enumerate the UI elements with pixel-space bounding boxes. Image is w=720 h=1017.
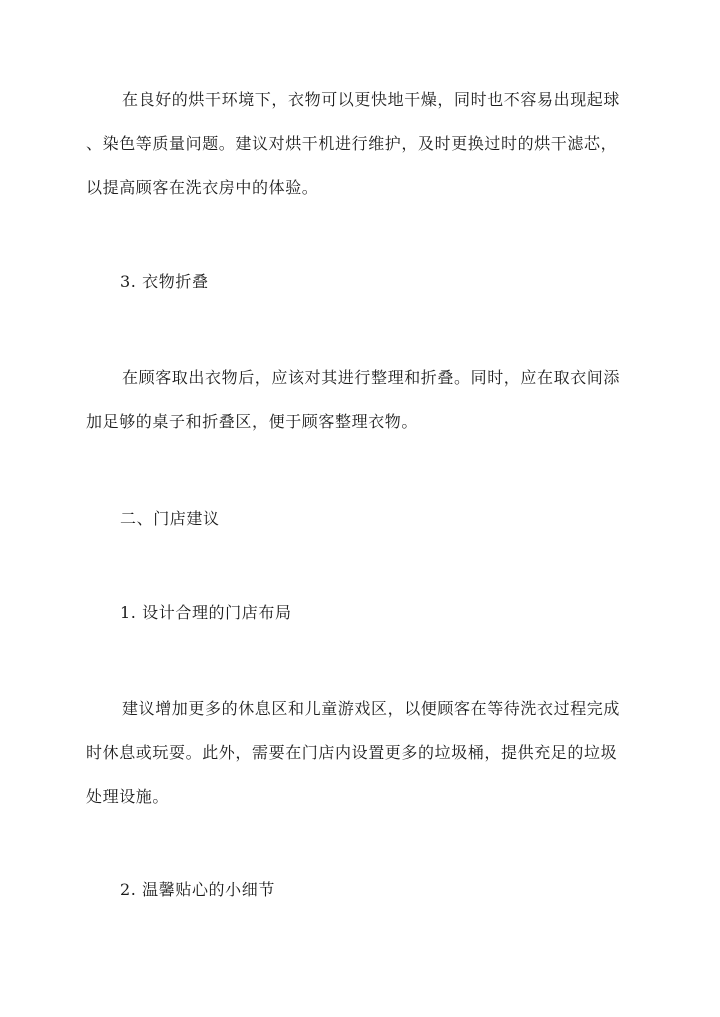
paragraph-line: 时休息或玩耍。此外，需要在门店内设置更多的垃圾桶，提供充足的垃圾 <box>86 743 618 762</box>
paragraph-folding <box>86 356 638 444</box>
paragraph-drying <box>86 78 638 210</box>
paragraph-line: 在顾客取出衣物后，应该对其进行整理和折叠。同时，应在取衣间添 <box>122 368 621 387</box>
heading-clothes-folding: 3. 衣物折叠 <box>120 272 209 291</box>
paragraph-line: 加足够的桌子和折叠区，便于顾客整理衣物。 <box>86 412 419 431</box>
heading-store-layout: 1. 设计合理的门店布局 <box>120 603 292 622</box>
paragraph-line: 在良好的烘干环境下，衣物可以更快地干燥，同时也不容易出现起球 <box>122 90 621 109</box>
paragraph-layout <box>86 687 638 819</box>
paragraph-line: 、染色等质量问题。建议对烘干机进行维护，及时更换过时的烘干滤芯， <box>86 134 618 153</box>
paragraph-line: 处理设施。 <box>86 787 170 806</box>
section-store-suggestions: 二、门店建议 <box>120 509 220 528</box>
paragraph-line: 以提高顾客在洗衣房中的体验。 <box>86 178 319 197</box>
heading-thoughtful-details: 2. 温馨贴心的小细节 <box>120 880 275 899</box>
paragraph-line: 建议增加更多的休息区和儿童游戏区，以便顾客在等待洗衣过程完成 <box>122 699 621 718</box>
